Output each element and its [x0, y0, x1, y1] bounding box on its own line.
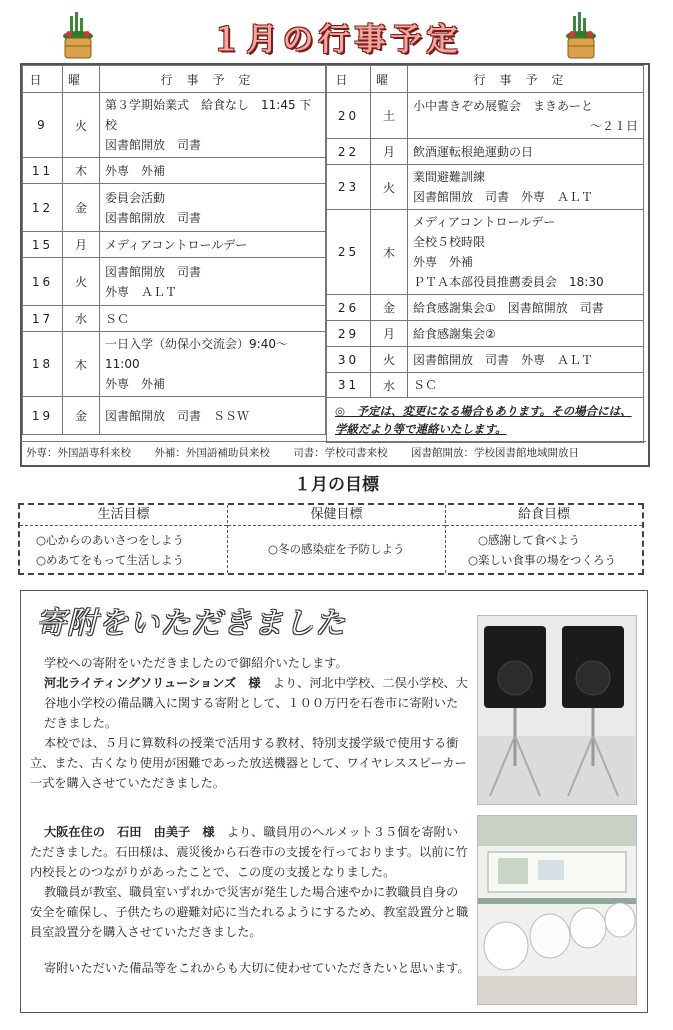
donor2-paragraph [30, 822, 470, 882]
row-day: 木 [63, 332, 100, 397]
row-event [408, 321, 644, 347]
schedule-row [327, 347, 644, 373]
row-date: 26 [327, 295, 371, 321]
goals-title: １月の目標 [294, 475, 379, 495]
row-date: 23 [327, 165, 371, 210]
event-line: ＰＴＡ本部役員推薦委員会 18:30 [413, 275, 604, 289]
row-date: 12 [23, 184, 63, 232]
header-event: 行事予定 [100, 66, 326, 93]
row-date: 16 [23, 258, 63, 306]
schedule-table-right [326, 65, 644, 443]
header-day: 曜 [371, 66, 408, 93]
legend-item: 司書：学校司書来校 [293, 447, 388, 459]
legend-item: 外補：外国語補助員来校 [154, 447, 270, 459]
event-line: ＳＣ [105, 311, 130, 326]
row-day: 金 [371, 295, 408, 321]
row-event [100, 306, 326, 332]
goal-head: 保健目標 [228, 505, 445, 526]
event-line: ～２１日 [589, 118, 638, 133]
event-line: メディアコントロールデー [413, 215, 556, 229]
row-event [408, 347, 644, 373]
row-date: 11 [23, 158, 63, 184]
row-date: 15 [23, 232, 63, 258]
schedule-row [23, 397, 326, 435]
header-day: 曜 [63, 66, 100, 93]
row-day: 水 [371, 373, 408, 398]
row-event [100, 258, 326, 306]
donor2-name: 大阪在住の 石田 由美子 様 [44, 825, 215, 839]
donor1-name: 河北ライティングソリューションズ 様 [44, 676, 261, 690]
row-event [100, 184, 326, 232]
donation-title: 寄附をいただきました [36, 606, 346, 641]
row-event [100, 332, 326, 397]
donor1-text: より、河北中学校、二俣小学校、大谷地小学校の備品購入に関する寄附として、１００万円を石巻市に寄附いただきました。 [44, 676, 468, 730]
event-line: 委員会活動 [105, 190, 166, 205]
schedule-row [23, 93, 326, 158]
legend-item: 図書館開放：学校図書館地域開放日 [411, 447, 580, 459]
goal-head: 生活目標 [20, 505, 227, 526]
row-event [408, 373, 644, 398]
row-event [100, 158, 326, 184]
schedule-legend [20, 441, 646, 463]
goal-column-life [20, 505, 228, 573]
goal-line: ○めあてをもって生活しよう [36, 553, 185, 567]
row-day: 水 [63, 306, 100, 332]
row-event [408, 165, 644, 210]
event-line: 図書館開放 司書 外専 ＡＬＴ [413, 190, 594, 204]
schedule-table-left [22, 65, 326, 435]
event-line: 外専 外補 [413, 255, 474, 269]
event-line: 図書館開放 司書 [105, 138, 202, 152]
row-day: 火 [63, 258, 100, 306]
schedule-row [327, 165, 644, 210]
row-day: 木 [63, 158, 100, 184]
row-day: 土 [371, 93, 408, 139]
event-line: メディアコントロールデー [105, 237, 248, 252]
header-date: 日 [327, 66, 371, 93]
goal-head: 給食目標 [446, 505, 642, 526]
row-event [408, 210, 644, 295]
row-day: 月 [371, 139, 408, 165]
row-date: 9 [23, 93, 63, 158]
goal-column-lunch [446, 505, 642, 573]
goal-line: ○心からのあいさつをしよう [36, 533, 185, 547]
speakers-photo [477, 615, 637, 805]
row-date: 19 [23, 397, 63, 435]
event-line: 全校５校時限 [413, 235, 486, 249]
schedule-row [327, 373, 644, 398]
schedule-row [23, 258, 326, 306]
event-line: 外専 外補 [105, 377, 166, 391]
donor2-text: より、職員用のヘルメット３５個を寄附いただきました。石田様は、震災後から石巻市の支援を行っております。以前に竹内校長とのつながりがあったことで、この度の支援となりました。 [30, 825, 468, 879]
row-day: 火 [63, 93, 100, 158]
schedule-row [327, 321, 644, 347]
purchase-paragraph: 本校では、５月に算数科の授業で活用する教材、特別支援学級で使用する衝立、また、古くなり使用が困難であった放送機器として、ワイヤレススピーカー一式を購入させていただきました。 [30, 736, 467, 790]
row-event [408, 139, 644, 165]
row-day: 金 [63, 184, 100, 232]
goal-line: ○感謝して食べよう [478, 533, 581, 547]
row-event [100, 93, 326, 158]
schedule-row [23, 306, 326, 332]
row-date: 18 [23, 332, 63, 397]
header-date: 日 [23, 66, 63, 93]
row-day: 月 [63, 232, 100, 258]
event-line: ＳＣ [413, 378, 438, 392]
intro-paragraph: 学校への寄附をいただきましたので御紹介いたします。 [44, 656, 348, 670]
schedule-row [23, 232, 326, 258]
helmet-paragraph: 教職員が教室、職員室いずれかで災害が発生した場合速やかに教職員自身の安全を確保し、子供たちの避難対応に当たれるようにするため、教室設置分と職員室設置分を購入させていただきました。 [30, 885, 469, 939]
event-line: 小中書きぞめ展覧会 まきあーと [413, 98, 594, 113]
event-line: 飲酒運転根絶運動の日 [413, 144, 534, 159]
row-event [100, 397, 326, 435]
event-line: 図書館開放 司書 [105, 210, 202, 225]
event-line: 業間避難訓練 [413, 170, 486, 184]
row-date: 25 [327, 210, 371, 295]
goals-box [18, 503, 644, 575]
row-day: 木 [371, 210, 408, 295]
row-day: 火 [371, 165, 408, 210]
schedule-row [327, 295, 644, 321]
event-line: 給食感謝集会② [413, 326, 496, 341]
donor1-paragraph [30, 673, 470, 733]
row-event [408, 93, 644, 139]
row-date: 29 [327, 321, 371, 347]
schedule-row [327, 139, 644, 165]
schedule-row [23, 332, 326, 397]
goal-line: ○楽しい食事の場をつくろう [468, 553, 617, 567]
row-event [100, 232, 326, 258]
row-day: 火 [371, 347, 408, 373]
row-day: 金 [63, 397, 100, 435]
donation-text-2 [30, 822, 470, 978]
event-line: 給食感謝集会① 図書館開放 司書 [413, 300, 604, 315]
event-line: 外専 ＡＬＴ [105, 284, 178, 299]
goal-line: ○冬の感染症を予防しよう [268, 542, 405, 556]
event-line: 第３学期始業式 給食なし 11:45 下校 [105, 98, 312, 132]
helmets-photo [477, 815, 637, 1005]
schedule-note: ◎ 予定は、変更になる場合もあります。その場合には、学級だより等で連絡いたします。 [327, 398, 644, 443]
schedule-row [327, 210, 644, 295]
row-date: 20 [327, 93, 371, 139]
donation-text-1 [30, 653, 470, 793]
page-title: １月の行事予定 [210, 22, 463, 58]
event-line: 図書館開放 司書 ＳＳＷ [105, 408, 250, 423]
closing-paragraph: 寄附いただいた備品等をこれからも大切に使わせていただきたいと思います。 [44, 961, 470, 975]
schedule-row [23, 158, 326, 184]
schedule-row [23, 184, 326, 232]
event-line: 外専 外補 [105, 163, 166, 178]
row-event [408, 295, 644, 321]
header-event: 行事予定 [408, 66, 644, 93]
goal-column-health [228, 505, 446, 573]
row-date: 17 [23, 306, 63, 332]
row-date: 30 [327, 347, 371, 373]
legend-item: 外専：外国語専科来校 [26, 447, 131, 459]
schedule-row [327, 93, 644, 139]
row-day: 月 [371, 321, 408, 347]
row-date: 22 [327, 139, 371, 165]
row-date: 31 [327, 373, 371, 398]
event-line: 図書館開放 司書 外専 ＡＬＴ [413, 352, 594, 367]
event-line: 図書館開放 司書 [105, 264, 202, 279]
event-line: 一日入学（幼保小交流会）9:40～11:00 [105, 337, 288, 371]
